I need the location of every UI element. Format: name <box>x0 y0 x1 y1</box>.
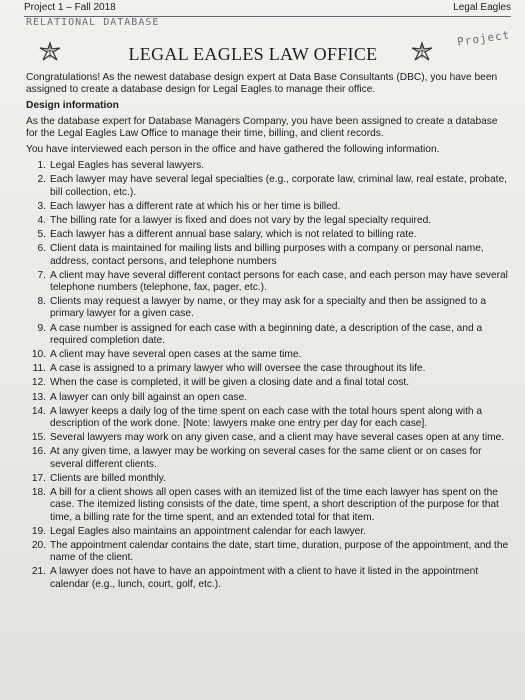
list-item-number: 16. <box>31 446 46 458</box>
list-item-text: Each lawyer may have several legal specialties (e.g., corporate law, criminal law, real estate, probate, bill collection, etc.). <box>50 174 507 198</box>
list-item-text: A case number is assigned for each case with a beginning date, a description of the case, and a required completion date. <box>50 322 483 346</box>
design-paragraph: As the database expert for Database Managers Company, you have been assigned to create a database for the Legal Eagles Law Office to manage their time, billing, and client records. <box>26 115 498 139</box>
list-item-text: At any given time, a lawyer may be working on several cases for the same client or on cases for several different clients. <box>50 446 482 470</box>
list-item <box>26 270 512 294</box>
list-item <box>26 566 512 590</box>
list-item <box>26 229 512 241</box>
eagle-logo-icon <box>38 40 62 64</box>
list-item-text: The appointment calendar contains the date, start time, duration, purpose of the appointment, and the name of the client. <box>50 539 509 564</box>
interview-paragraph: You have interviewed each person in the office and have gathered the following information. <box>26 144 440 156</box>
list-item <box>26 215 512 227</box>
list-item-text: A client may have several open cases at the same time. <box>50 349 302 361</box>
list-item <box>26 432 512 444</box>
eagle-logo-icon <box>410 40 434 64</box>
list-item-text: A lawyer does not have to have an appointment with a client to have it listed in the appointment calendar (e.g., lunch, court, golf, etc.). <box>50 566 479 590</box>
list-item-text: The billing rate for a lawyer is fixed and does not vary by the legal specialty required. <box>50 215 432 227</box>
list-item <box>26 377 512 389</box>
list-item-number: 15. <box>31 432 46 444</box>
list-item <box>26 296 512 320</box>
list-item-number: 7. <box>37 269 46 281</box>
list-item-text: A lawyer can only bill against an open case. <box>50 391 248 403</box>
page-title: LEGAL EAGLES LAW OFFICE <box>128 44 378 64</box>
list-item-number: 19. <box>31 525 46 537</box>
list-item-number: 12. <box>31 377 46 389</box>
list-item <box>26 406 512 430</box>
list-item-number: 8. <box>37 296 46 308</box>
header-subject: Legal Eagles <box>453 2 511 13</box>
list-item <box>26 526 512 538</box>
list-item <box>26 473 512 485</box>
list-item-text: When the case is completed, it will be given a closing date and a final total cost. <box>50 377 410 389</box>
list-item-text: Client data is maintained for mailing lists and billing purposes with a company or personal name, address, contact persons, and telephone numbers <box>50 243 484 267</box>
title-row <box>38 40 468 66</box>
list-item <box>26 349 512 361</box>
list-item-text: A case is assigned to a primary lawyer who will oversee the case throughout its life. <box>50 363 426 375</box>
list-item-number: 14. <box>31 405 46 417</box>
intro-paragraph: Congratulations! As the newest database design expert at Data Base Consultants (DBC), you have been assigned to create a database design for Legal Eagles to manage their office. <box>26 72 498 96</box>
list-item-number: 10. <box>31 349 46 361</box>
list-item-text: Clients may request a lawyer by name, or they may ask for a specialty and then be assigned to a primary lawyer for a given case. <box>50 296 487 320</box>
list-item-number: 9. <box>37 322 46 334</box>
list-item-number: 18. <box>31 487 46 499</box>
list-item <box>26 201 512 213</box>
list-item-number: 1. <box>37 160 46 172</box>
list-item-text: A lawyer keeps a daily log of the time spent on each case with the total hours spent along with a description of the work done. [Note: lawyers make one entry per day for each case]. <box>50 405 483 430</box>
list-item-text: A client may have several different contact persons for each case, and each person may have several telephone numbers (telephone, fax, pager, etc.). <box>50 269 508 294</box>
list-item-text: A bill for a client shows all open cases with an itemized list of the time each lawyer has spent on the case. The itemized listing consists of the date, time spent, a short description of the purpose for that time, a billing rate for the time spent, and an extended total for that item. <box>50 487 499 523</box>
list-item-number: 13. <box>31 391 46 403</box>
list-item-number: 20. <box>31 539 46 551</box>
list-item-text: Legal Eagles also maintains an appointment calendar for each lawyer. <box>50 525 367 537</box>
handwritten-note-relational-database: RELATIONAL DATABASE <box>26 17 160 28</box>
list-item <box>26 363 512 375</box>
list-item-text: Each lawyer has a different rate at which his or her time is billed. <box>50 200 341 212</box>
list-item <box>26 487 512 524</box>
list-item <box>26 160 512 172</box>
requirements-list <box>26 160 512 591</box>
list-item <box>26 446 512 470</box>
section-heading: Design information <box>26 100 119 112</box>
page-header <box>24 2 511 17</box>
list-item <box>26 392 512 404</box>
list-item <box>26 243 512 267</box>
document-body <box>26 72 512 593</box>
list-item-text: Legal Eagles has several lawyers. <box>50 160 205 172</box>
list-item-number: 3. <box>37 200 46 212</box>
list-item-number: 4. <box>37 215 46 227</box>
list-item-number: 6. <box>37 243 46 255</box>
list-item-text: Clients are billed monthly. <box>50 472 166 484</box>
handwritten-note-project: Project <box>456 28 512 49</box>
list-item-number: 21. <box>31 566 46 578</box>
list-item <box>26 540 512 564</box>
list-item <box>26 323 512 347</box>
list-item-number: 17. <box>31 472 46 484</box>
list-item-text: Each lawyer has a different annual base salary, which is not related to billing rate. <box>50 229 417 241</box>
list-item-text: Several lawyers may work on any given case, and a client may have several cases open at any time. <box>50 432 505 444</box>
list-item-number: 11. <box>32 363 46 375</box>
list-item-number: 2. <box>37 174 46 186</box>
list-item <box>26 174 512 198</box>
header-course: Project 1 – Fall 2018 <box>24 2 116 13</box>
list-item-number: 5. <box>37 229 46 241</box>
